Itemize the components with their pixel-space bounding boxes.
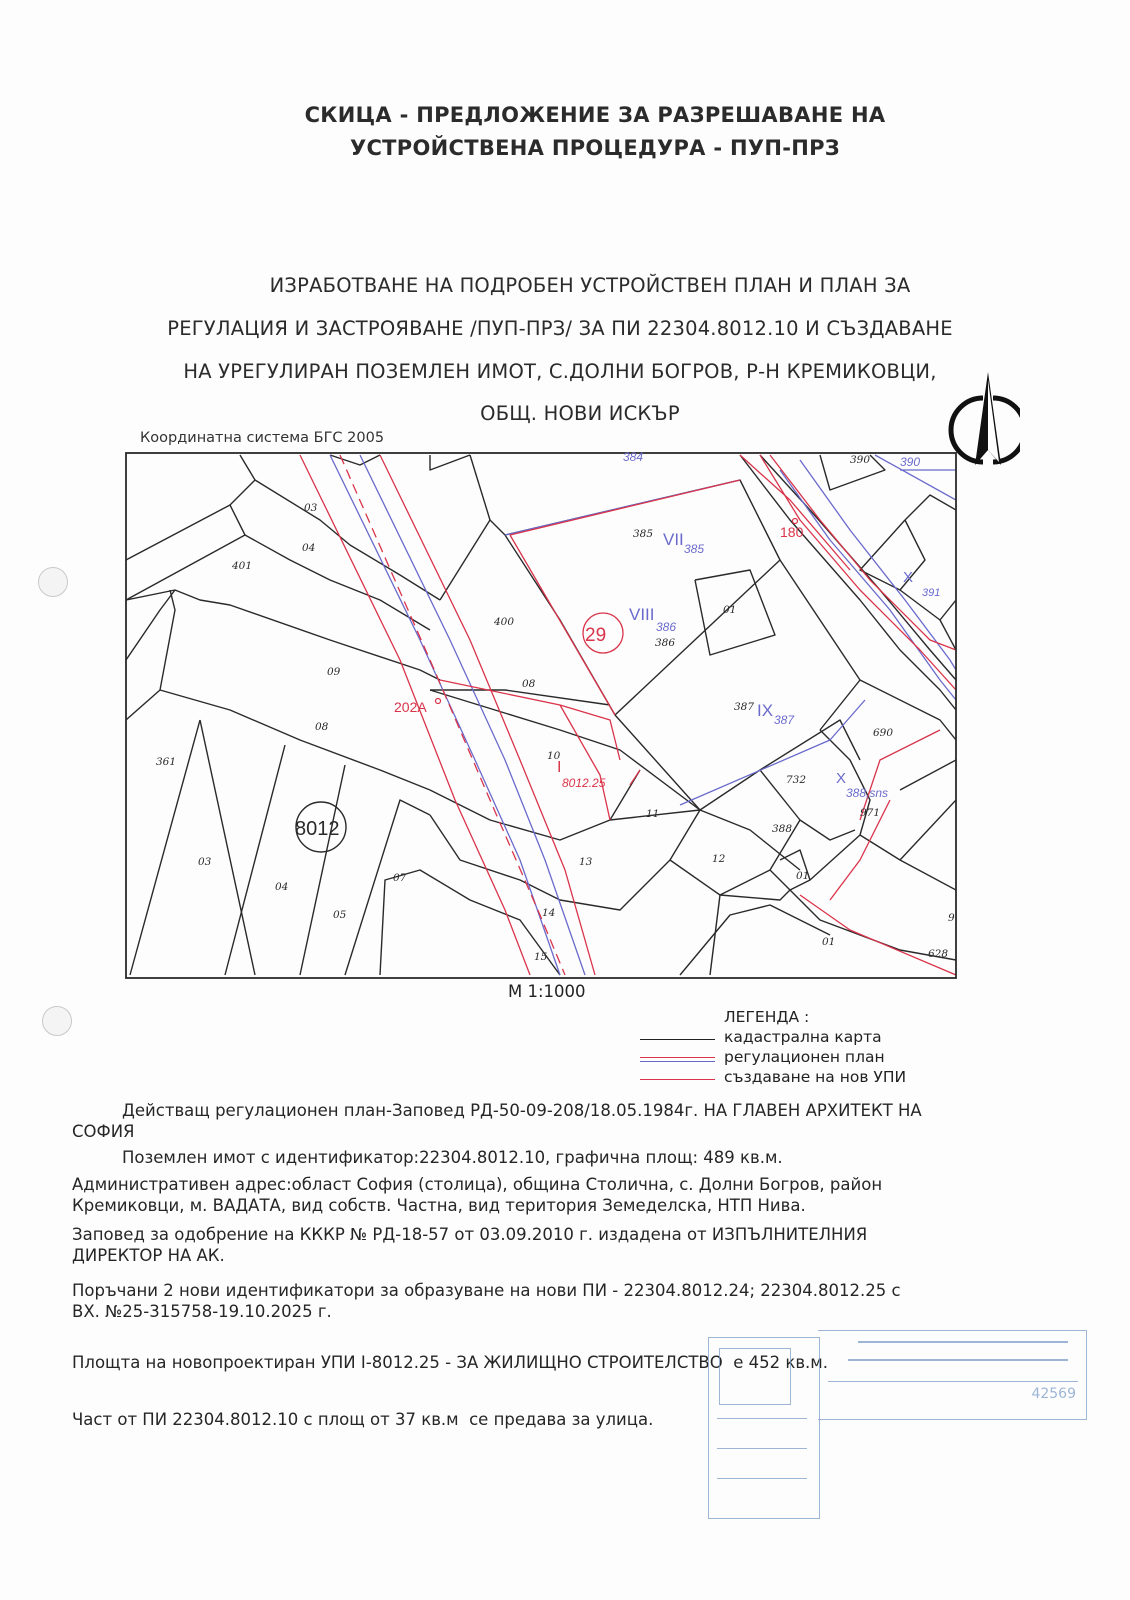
- legend-label-regulation: регулационен план: [724, 1048, 885, 1066]
- registration-stamp: [708, 1337, 820, 1519]
- regulation-label-X: X: [903, 569, 914, 586]
- subtitle-line4: ОБЩ. НОВИ ИСКЪР: [480, 402, 680, 425]
- parcel-label-361: 361: [156, 756, 177, 768]
- registration-number: 42569: [1031, 1386, 1076, 1402]
- registration-stamp-header: [818, 1330, 1087, 1420]
- legend-title: ЛЕГЕНДА :: [724, 1008, 810, 1026]
- punch-hole-bottom: [42, 1006, 72, 1036]
- info-identifier: Поземлен имот с идентификатор:22304.8012.10, графична площ: 489 кв.м.: [122, 1148, 783, 1167]
- new-upi-label-8012-25: 8012.25: [562, 776, 606, 790]
- parcel-label-01b: 01: [796, 870, 810, 882]
- parcel-label-14: 14: [542, 907, 556, 919]
- document-title-line2: УСТРОЙСТВЕНА ПРОЦЕДУРА - ПУП-ПРЗ: [349, 136, 841, 160]
- info-plan-order-line2: СОФИЯ: [72, 1122, 135, 1141]
- parcel-label-386a: 386: [656, 620, 677, 634]
- parcel-label-732: 732: [786, 774, 807, 786]
- legend-line-new-upi: [640, 1079, 715, 1080]
- info-plan-order: [72, 1100, 1072, 1142]
- parcel-label-05: 05: [333, 909, 347, 921]
- parcel-label-384: 384: [623, 450, 644, 464]
- map-scale: М 1:1000: [508, 982, 586, 1001]
- parcel-label-387a: 387: [734, 701, 755, 713]
- parcel-label-388: 388: [772, 823, 793, 835]
- parcel-label-12: 12: [712, 853, 726, 865]
- regulation-label-IX: IX: [757, 701, 774, 720]
- parcel-label-01a: 01: [723, 604, 737, 616]
- subtitle-line3: НА УРЕГУЛИРАН ПОЗЕМЛЕН ИМОТ, С.ДОЛНИ БОГРОВ, Р-Н КРЕМИКОВЦИ,: [183, 360, 937, 383]
- parcel-label-9: 9: [948, 912, 955, 924]
- street-label-180: 180: [780, 524, 804, 540]
- street-label-202a: 202А: [394, 699, 427, 715]
- parcel-label-13: 13: [579, 856, 593, 868]
- legend: [640, 1008, 940, 1093]
- info-kkkr-order-line1: Заповед за одобрение на КККР № РД-18-57 от 03.09.2010 г. издадена от ИЗПЪЛНИТЕЛНИЯ: [72, 1225, 868, 1244]
- parcel-label-07: 07: [393, 872, 407, 884]
- info-kkkr-order: [72, 1224, 1072, 1266]
- legend-line-regulation-blue: [640, 1061, 715, 1062]
- info-new-identifiers: [72, 1280, 1092, 1322]
- document-title-line1: СКИЦА - ПРЕДЛОЖЕНИЕ ЗА РАЗРЕШАВАНЕ НА: [304, 103, 886, 127]
- parcel-label-387b: 387: [774, 713, 795, 727]
- regulation-label-X-b: X: [836, 770, 847, 787]
- parcel-label-04a: 04: [302, 542, 316, 554]
- info-new-identifiers-line2: ВХ. №25-315758-19.10.2025 г.: [72, 1302, 332, 1321]
- parcel-label-03b: 03: [198, 856, 212, 868]
- subtitle-line1: ИЗРАБОТВАНЕ НА ПОДРОБЕН УСТРОЙСТВЕН ПЛАН И ПЛАН ЗА: [269, 274, 911, 297]
- parcel-label-04b: 04: [275, 881, 289, 893]
- legend-line-cadastral: [640, 1039, 715, 1040]
- parcel-label-11: 11: [646, 808, 660, 820]
- legend-label-cadastral: кадастрална карта: [724, 1028, 882, 1046]
- parcel-label-971: 971: [860, 807, 881, 819]
- parcel-label-09: 09: [327, 666, 341, 678]
- parcel-label-10: 10: [547, 750, 561, 762]
- info-street-part: Част от ПИ 22304.8012.10 с площ от 37 кв.м се предава за улица.: [72, 1410, 654, 1429]
- quarter-label-29: 29: [585, 625, 607, 646]
- info-plan-order-line1: Действащ регулационен план-Заповед РД-50-09-208/18.05.1984г. НА ГЛАВЕН АРХИТЕКТ НА: [122, 1101, 922, 1120]
- parcel-label-03a: 03: [304, 502, 318, 514]
- info-new-identifiers-line1: Поръчани 2 нови идентификатори за образуване на нови ПИ - 22304.8012.24; 22304.8012.25 с: [72, 1281, 901, 1300]
- parcel-label-390a: 390: [850, 454, 871, 466]
- parcel-label-690: 690: [873, 727, 894, 739]
- parcel-label-08b: 08: [315, 721, 329, 733]
- coordinate-system-label: Координатна система БГС 2005: [140, 430, 385, 446]
- new-upi-label-I: I: [557, 759, 562, 776]
- parcel-label-01c: 01: [822, 936, 836, 948]
- parcel-label-388sns: 388,sns: [846, 786, 889, 800]
- parcel-label-400: 400: [494, 616, 515, 628]
- legend-label-new-upi: създаване на нов УПИ: [724, 1068, 907, 1086]
- parcel-label-15: 15: [534, 951, 548, 963]
- parcel-label-628: 628: [928, 948, 949, 960]
- quarter-label-8012: 8012: [295, 818, 340, 840]
- info-address-line2: Кремиковци, м. ВАДАТА, вид собств. Частна, вид територия Земеделска, НТП Нива.: [72, 1196, 806, 1215]
- legend-line-regulation: [640, 1057, 715, 1058]
- parcel-label-385b: 385: [684, 542, 705, 556]
- parcel-label-390b: 390: [900, 455, 921, 469]
- info-kkkr-order-line2: ДИРЕКТОР НА АК.: [72, 1246, 225, 1265]
- info-address: [72, 1174, 1072, 1216]
- regulation-label-VII: VII: [663, 530, 684, 549]
- parcel-label-385a: 385: [633, 528, 654, 540]
- info-address-line1: Административен адрес:област София (столица), община Столична, с. Долни Богров, район: [72, 1175, 883, 1194]
- subtitle-line2: РЕГУЛАЦИЯ И ЗАСТРОЯВАНЕ /ПУП-ПРЗ/ ЗА ПИ 22304.8012.10 И СЪЗДАВАНЕ: [167, 317, 953, 340]
- parcel-label-386b: 386: [655, 637, 676, 649]
- parcel-label-401: 401: [232, 560, 253, 572]
- regulation-label-VIII: VIII: [629, 605, 655, 624]
- parcel-label-391: 391: [922, 587, 941, 599]
- info-upi-area: Площта на новопроектиран УПИ I-8012.25 - ЗА ЖИЛИЩНО СТРОИТЕЛСТВО е 452 кв.м.: [72, 1353, 828, 1372]
- parcel-label-08a: 08: [522, 678, 536, 690]
